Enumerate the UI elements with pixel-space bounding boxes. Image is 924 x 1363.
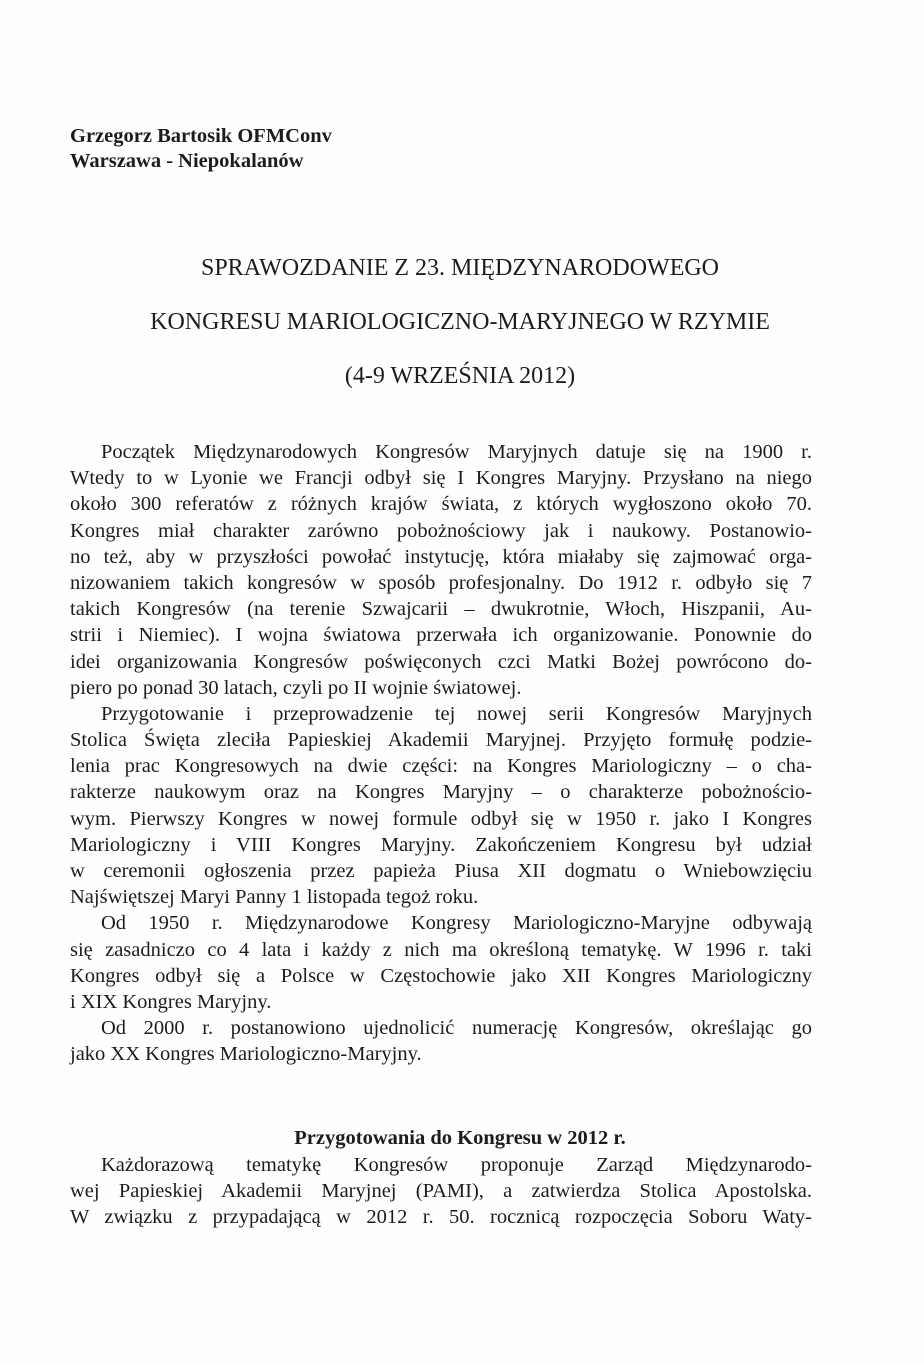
text-line: Od 1950 r. Międzynarodowe Kongresy Mariologiczno-Maryjne odbywają — [101, 912, 812, 935]
section-body-text — [70, 1152, 812, 1231]
text-line: takich Kongresów (na terenie Szwajcarii – dwukrotnie, Włoch, Hiszpanii, Au- — [70, 598, 812, 621]
text-line: idei organizowania Kongresów poświęconych czci Matki Bożej powrócono do- — [70, 650, 812, 673]
author-name: Grzegorz Bartosik OFMConv — [70, 125, 332, 147]
text-line: rakterze naukowym oraz na Kongres Maryjny – o charakterze pobożnościo- — [70, 781, 812, 804]
title-line-1: SPRAWOZDANIE Z 23. MIĘDZYNARODOWEGO — [200, 255, 720, 281]
text-line: Stolica Święta zleciła Papieskiej Akademii Maryjnej. Przyjęto formułę podzie- — [70, 729, 812, 752]
text-line: Początek Międzynarodowych Kongresów Maryjnych datuje się na 1900 r. — [101, 441, 812, 463]
text-line: piero po ponad 30 latach, czyli po II wojnie światowej. — [70, 676, 522, 699]
section-heading: Przygotowania do Kongresu w 2012 r. — [294, 1127, 626, 1149]
title-line-2: KONGRESU MARIOLOGICZNO-MARYJNEGO W RZYMIE — [150, 309, 770, 335]
text-line: lenia prac Kongresowych na dwie części: na Kongres Mariologiczny – o cha- — [70, 755, 812, 778]
text-line: wym. Pierwszy Kongres w nowej formule odbył się w 1950 r. jako I Kongres — [70, 807, 812, 830]
text-line: w ceremonii ogłoszenia przez papieża Piusa XII dogmatu o Wniebowzięciu — [70, 860, 812, 882]
author-place: Warszawa - Niepokalanów — [70, 150, 304, 172]
text-line: się zasadniczo co 4 lata i każdy z nich ma określoną tematykę. W 1996 r. taki — [70, 938, 812, 961]
author-block — [70, 124, 332, 174]
text-line: Od 2000 r. postanowiono ujednolicić numerację Kongresów, określając go — [101, 1017, 812, 1040]
text-line: no też, aby w przyszłości powołać instytucję, która miałaby się zajmować orga- — [70, 545, 812, 568]
text-line: nizowaniem takich kongresów w sposób profesjonalny. Do 1912 r. odbyło się 7 — [70, 571, 812, 594]
text-line: wej Papieskiej Akademii Maryjnej (PAMI), a zatwierdza Stolica Apostolska. — [70, 1180, 812, 1203]
article-title — [60, 241, 860, 403]
text-line: Najświętszej Maryi Panny 1 listopada tegoż roku. — [70, 886, 479, 909]
text-line: Przygotowanie i przeprowadzenie tej nowej serii Kongresów Maryjnych — [101, 702, 812, 725]
body-text — [70, 439, 812, 1068]
text-line: i XIX Kongres Maryjny. — [70, 990, 272, 1013]
text-line: Każdorazową tematykę Kongresów proponuje Zarząd Międzynarodo- — [101, 1154, 812, 1176]
text-line: około 300 referatów z różnych krajów świata, z których wygłoszono około 70. — [70, 493, 812, 516]
text-line: Wtedy to w Lyonie we Francji odbył się I Kongres Maryjny. Przysłano na niego — [70, 467, 812, 490]
text-line: Kongres odbył się a Polsce w Częstochowie jako XII Kongres Mariologiczny — [70, 964, 812, 987]
text-line: Kongres miał charakter zarówno pobożnościowy jak i naukowy. Postanowio- — [70, 519, 812, 542]
text-line: W związku z przypadającą w 2012 r. 50. rocznicą rozpoczęcia Soboru Waty- — [70, 1206, 812, 1229]
text-line: strii i Niemiec). I wojna światowa przerwała ich organizowanie. Ponownie do — [70, 624, 812, 647]
text-line: Mariologiczny i VIII Kongres Maryjny. Zakończeniem Kongresu był udział — [70, 833, 812, 856]
title-line-3: (4-9 WRZEŚNIA 2012) — [344, 363, 576, 389]
text-line: jako XX Kongres Mariologiczno-Maryjny. — [70, 1043, 422, 1066]
